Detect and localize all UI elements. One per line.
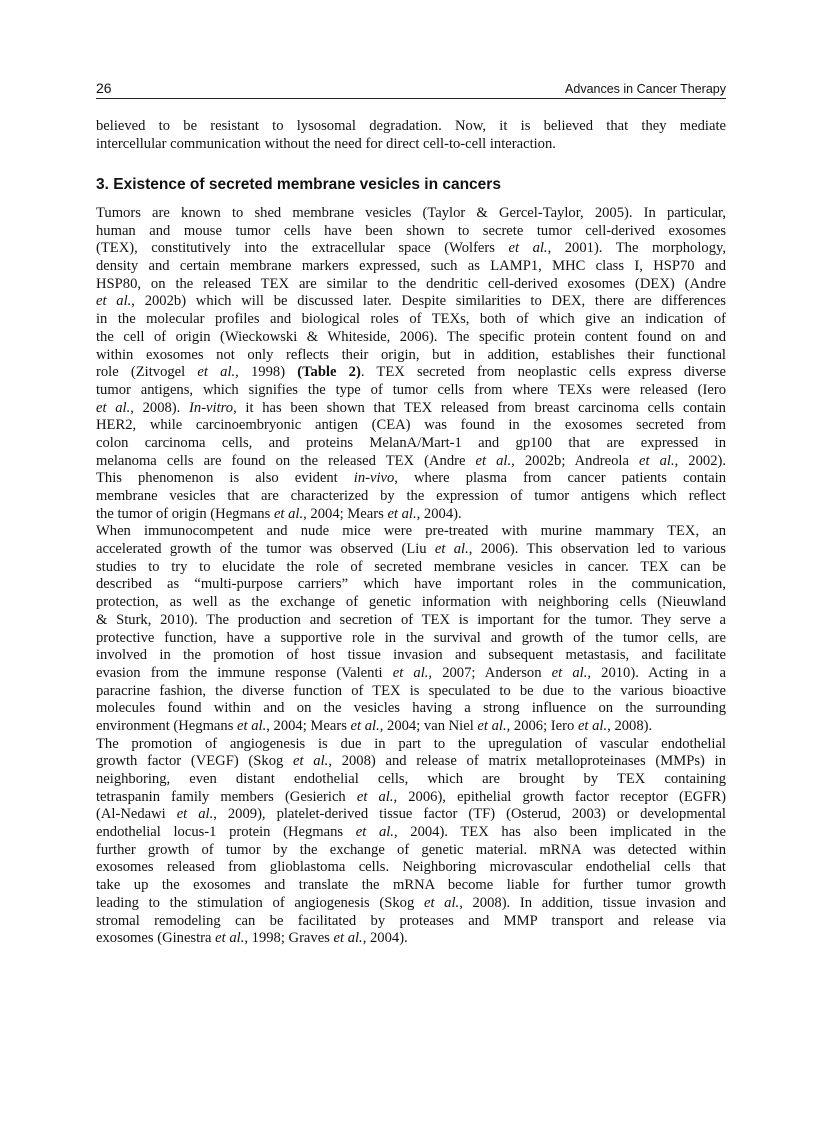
text-run: believed to be resistant to lysosomal degradation. Now, it is believed that they mediate	[96, 118, 726, 134]
text-line	[96, 789, 726, 807]
text-run: colon carcinoma cells, and proteins MelanA/Mart-1 and gp100 that are expressed in	[96, 434, 726, 451]
text-line	[96, 293, 726, 311]
section-heading: 3. Existence of secreted membrane vesicles in cancers	[96, 176, 501, 193]
italic-text: et al.	[356, 788, 394, 805]
text-line	[96, 506, 726, 524]
italic-text: et al.	[551, 664, 588, 681]
text-run: protection, as well as the exchange of genetic information with neighboring cells (Nieuwland	[96, 594, 726, 611]
italic-text: et al.	[96, 399, 131, 416]
text-line	[96, 136, 726, 154]
text-run: tetraspanin family members (Gesierich	[96, 788, 357, 805]
text-line	[96, 700, 726, 718]
section-body	[96, 205, 726, 948]
text-run: paracrine fashion, the diverse function of TEX is speculated to be due to the various bioactive	[96, 682, 726, 699]
text-run: When immunocompetent and nude mice were pre-treated with murine mammary TEX, an	[96, 523, 726, 540]
text-line	[96, 453, 726, 471]
text-run: leading to the stimulation of angiogenesis (Skog	[96, 894, 424, 911]
text-line	[96, 223, 726, 241]
text-line	[96, 576, 726, 594]
text-line	[96, 647, 726, 665]
italic-text: et al.	[577, 717, 608, 734]
text-run: , 2006; Iero	[506, 717, 578, 734]
italic-text: et al.	[508, 240, 548, 257]
text-run: , 2006), epithelial growth factor receptor (EGFR)	[393, 788, 726, 805]
text-run: growth factor (VEGF) (Skog	[96, 753, 294, 770]
italic-text: et al.	[350, 717, 380, 734]
text-line	[96, 347, 726, 365]
text-run: & Sturk, 2010). The production and secretion of TEX is important for the tumor. They serve a	[96, 611, 726, 628]
text-run: described as “multi-purpose carriers” which have important roles in the communication,	[96, 576, 726, 593]
italic-text: et al.	[434, 541, 469, 558]
italic-text: et al.	[475, 452, 512, 469]
page-number: 26	[96, 80, 112, 96]
italic-text: et al.	[176, 806, 214, 823]
text-run: , 2004).	[362, 930, 408, 947]
text-run: in the molecular profiles and biological roles of TEXs, both of which give an indication of	[96, 311, 726, 328]
text-run: , 2001). The morphology,	[547, 240, 727, 257]
text-run: , 2004; van Niel	[379, 717, 478, 734]
italic-text: et al.	[639, 452, 675, 469]
text-run: , 2002b; Andreola	[511, 452, 639, 469]
text-run: density and certain membrane markers expressed, such as LAMP1, MHC class I, HSP70 and	[96, 258, 726, 275]
text-line	[96, 718, 726, 736]
text-line	[96, 594, 726, 612]
italic-text: In-vitro,	[189, 399, 237, 416]
text-run: , 2008).	[130, 399, 190, 416]
text-line	[96, 806, 726, 824]
text-run: , 2008). In addition, tissue invasion and	[459, 894, 726, 911]
bold-text: (Table 2)	[297, 364, 361, 381]
running-title: Advances in Cancer Therapy	[565, 82, 726, 96]
text-run: take up the exosomes and translate the mRNA become liable for further tumor growth	[96, 877, 726, 894]
text-line	[96, 824, 726, 842]
text-run: evasion from the immune response (Valenti	[96, 664, 393, 681]
text-run: it has been shown that TEX released from breast carcinoma cells contain	[236, 399, 726, 416]
text-run: HER2, while carcinoembryonic antigen (CEA) was found in the exosomes secreted from	[96, 417, 726, 434]
text-line	[96, 470, 726, 488]
text-line	[96, 382, 726, 400]
text-line	[96, 400, 726, 418]
text-line	[96, 329, 726, 347]
text-line	[96, 877, 726, 895]
text-line	[96, 311, 726, 329]
text-line	[96, 523, 726, 541]
text-run: , 2008) and release of matrix metalloproteinases (MMPs) in	[328, 753, 726, 770]
italic-text: et al.	[273, 505, 304, 522]
text-run: intercellular communication without the need for direct cell-to-cell interaction.	[96, 135, 556, 152]
text-run: , where plasma from cancer patients contain	[394, 470, 726, 487]
text-run: This phenomenon is also evident	[96, 470, 354, 487]
italic-text: et al.	[423, 894, 460, 911]
italic-text: et al.	[293, 753, 329, 770]
text-run: exosomes (Ginestra	[96, 930, 216, 947]
paragraph	[96, 523, 726, 735]
text-line	[96, 612, 726, 630]
text-run: molecules found within and on the vesicles having a strong influence on the surrounding	[96, 700, 726, 717]
text-line	[96, 753, 726, 771]
text-line	[96, 630, 726, 648]
text-run: the tumor of origin (Hegmans	[96, 505, 274, 522]
text-line	[96, 435, 726, 453]
text-run: accelerated growth of the tumor was observed (Liu	[96, 541, 435, 558]
text-run: , 2007; Anderson	[428, 664, 552, 681]
paragraph	[96, 736, 726, 948]
italic-text: in-vivo	[353, 470, 395, 487]
text-line	[96, 541, 726, 559]
text-line	[96, 258, 726, 276]
text-run: The promotion of angiogenesis is due in part to the upregulation of vascular endothelial	[96, 735, 726, 752]
text-line	[96, 118, 726, 136]
text-run: the cell of origin (Wieckowski & Whiteside, 2006). The specific protein content found on and	[96, 328, 726, 345]
text-run: (TEX), constitutively into the extracellular space (Wolfers	[96, 240, 509, 257]
text-line	[96, 364, 726, 382]
text-line	[96, 417, 726, 435]
page-header	[96, 78, 726, 99]
text-line	[96, 205, 726, 223]
text-run: , 2004; Mears	[303, 505, 388, 522]
text-line	[96, 913, 726, 931]
italic-text: et al.	[477, 717, 507, 734]
italic-text: et al.	[197, 364, 236, 381]
text-run: , 2006). This observation led to various	[468, 541, 726, 558]
text-run: endothelial locus-1 protein (Hegmans	[96, 824, 356, 841]
italic-text: et al.	[392, 664, 429, 681]
text-run: HSP80, on the released TEX are similar to the dendritic cell-derived exosomes (DEX) (Andre	[96, 275, 726, 292]
text-line	[96, 859, 726, 877]
text-run: role (Zitvogel	[96, 364, 198, 381]
text-line	[96, 488, 726, 506]
text-line	[96, 665, 726, 683]
text-run: tumor antigens, which signifies the type of tumor cells from where TEXs were released (Iero	[96, 381, 726, 398]
text-run: , 1998; Graves	[244, 930, 334, 947]
italic-text: et al.	[333, 930, 363, 947]
text-run: , 2004; Mears	[266, 717, 351, 734]
italic-text: et al.	[355, 824, 394, 841]
text-line	[96, 559, 726, 577]
text-run: within exosomes not only reflects their origin, but in addition, establishes their functional	[96, 346, 726, 363]
italic-text: et al.	[237, 717, 267, 734]
text-run: human and mouse tumor cells have been shown to secrete tumor cell-derived exosomes	[96, 222, 726, 239]
italic-text: et al.	[387, 505, 417, 522]
text-run: further growth of tumor by the exchange of genetic material. mRNA was detected within	[96, 841, 726, 858]
text-run: involved in the promotion of host tissue invasion and subsequent metastasis, and facilitate	[96, 647, 726, 664]
paragraph	[96, 118, 726, 153]
text-line	[96, 276, 726, 294]
text-line	[96, 240, 726, 258]
italic-text: et al.	[96, 293, 132, 310]
text-run: , 2004). TEX has also been implicated in the	[393, 824, 726, 841]
text-line	[96, 683, 726, 701]
text-run: . TEX secreted from neoplastic cells express diverse	[360, 364, 726, 381]
text-run: , 2008).	[607, 717, 653, 734]
text-run: , 2010). Acting in a	[587, 664, 727, 681]
text-run: , 2009), platelet-derived tissue factor (TF) (Osterud, 2003) or developmental	[213, 806, 726, 823]
text-run: , 2002b) which will be discussed later. Despite similarities to DEX, there are differences	[131, 293, 726, 310]
text-run: membrane vesicles that are characterized by the expression of tumor antigens which reflect	[96, 488, 726, 504]
text-run: stromal remodeling can be facilitated by proteases and MMP transport and release via	[96, 912, 726, 929]
paragraph	[96, 205, 726, 523]
text-run: neighboring, even distant endothelial cells, which are brought by TEX containing	[96, 771, 726, 787]
text-line	[96, 930, 726, 948]
italic-text: et al.	[215, 930, 245, 947]
text-run: , 1998)	[235, 364, 298, 381]
text-run: studies to try to elucidate the role of secreted membrane vesicles in cancer. TEX can be	[96, 558, 726, 575]
text-run: , 2002).	[674, 452, 726, 469]
text-run: exosomes released from glioblastoma cells. Neighboring microvascular endothelial cells that	[96, 859, 726, 876]
text-line	[96, 736, 726, 754]
text-run: , 2004).	[416, 505, 462, 522]
text-run: melanoma cells are found on the released TEX (Andre	[96, 452, 476, 469]
text-run: protective function, have a supportive role in the survival and growth of the tumor cells, are	[96, 629, 726, 646]
text-line	[96, 771, 726, 789]
text-run: environment (Hegmans	[96, 717, 238, 734]
text-line	[96, 842, 726, 860]
text-run: Tumors are known to shed membrane vesicles (Taylor & Gercel-Taylor, 2005). In particular,	[96, 205, 726, 221]
text-run: (Al-Nedawi	[96, 806, 177, 823]
intro-paragraph	[96, 118, 726, 153]
text-line	[96, 895, 726, 913]
